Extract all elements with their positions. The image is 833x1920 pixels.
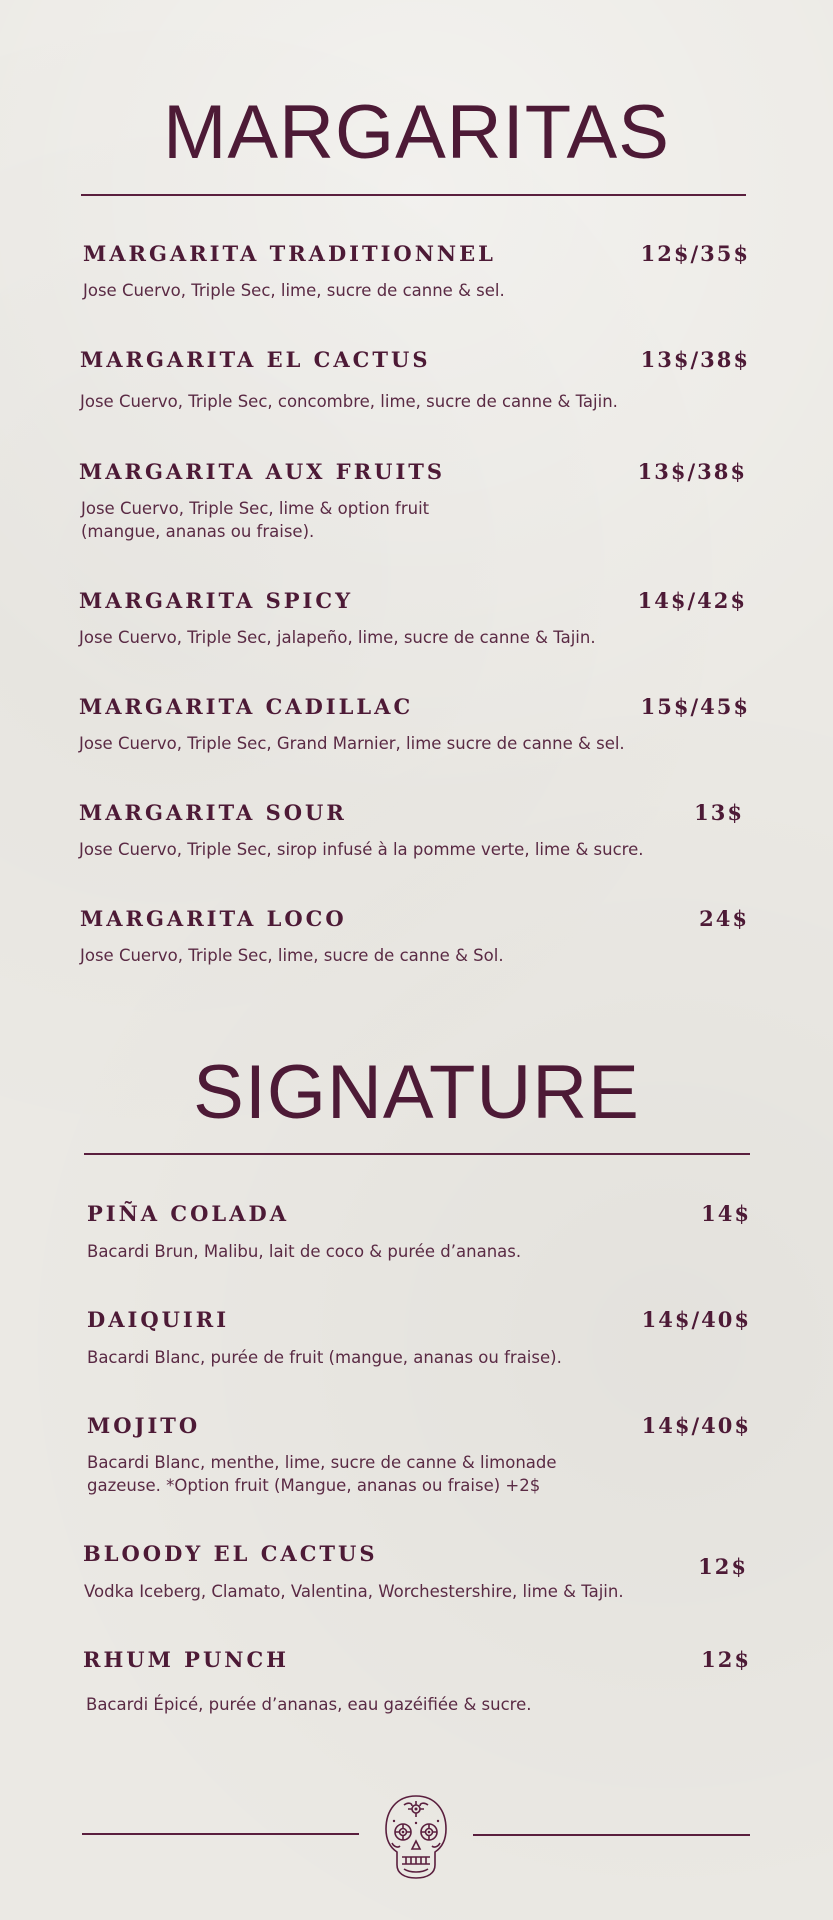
menu-item-price: 13$/38$: [637, 459, 747, 484]
menu-item-name: MARGARITA CADILLAC: [79, 694, 414, 719]
footer-divider-left: [82, 1833, 359, 1835]
menu-item-description: Jose Cuervo, Triple Sec, lime, sucre de canne & Sol.: [80, 946, 504, 965]
menu-item-price: 13$: [694, 800, 744, 825]
menu-item-price: 24$: [699, 906, 749, 931]
menu-item-price: 15$/45$: [640, 694, 750, 719]
menu-item-description: Jose Cuervo, Triple Sec, lime & option fruit (mangue, ananas ou fraise).: [81, 499, 430, 541]
menu-item-name: MARGARITA TRADITIONNEL: [83, 241, 496, 266]
menu-item-description: Jose Cuervo, Triple Sec, lime, sucre de canne & sel.: [83, 281, 505, 300]
menu-item-name: MARGARITA LOCO: [80, 906, 347, 931]
menu-item-description: Jose Cuervo, Triple Sec, jalapeño, lime, sucre de canne & Tajin.: [79, 628, 596, 647]
menu-item-description: Jose Cuervo, Triple Sec, Grand Marnier, lime sucre de canne & sel.: [79, 734, 625, 753]
menu-item-name: MARGARITA SPICY: [79, 588, 354, 613]
margaritas-title: MARGARITAS: [163, 90, 670, 175]
menu-item-description: Vodka Iceberg, Clamato, Valentina, Worchestershire, lime & Tajin.: [84, 1582, 624, 1601]
menu-item-name: MARGARITA AUX FRUITS: [79, 459, 446, 484]
signature-divider: [84, 1153, 750, 1155]
menu-item-price: 12$: [701, 1647, 751, 1672]
menu-item-name: BLOODY EL CACTUS: [83, 1541, 378, 1566]
menu-item-price: 14$/40$: [641, 1413, 751, 1438]
margaritas-divider: [81, 194, 746, 196]
menu-item-description: Bacardi Épicé, purée d’ananas, eau gazéifiée & sucre.: [86, 1695, 532, 1714]
menu-item-description: Bacardi Blanc, menthe, lime, sucre de canne & limonade gazeuse. *Option fruit (Mangue, ananas ou fraise) +2$: [87, 1453, 557, 1495]
menu-item-name: MARGARITA SOUR: [79, 800, 347, 825]
sugar-skull-icon: [382, 1793, 450, 1881]
menu-item-name: MOJITO: [87, 1413, 201, 1438]
menu-item-description: Jose Cuervo, Triple Sec, sirop infusé à la pomme verte, lime & sucre.: [79, 840, 644, 859]
menu-item-description: Jose Cuervo, Triple Sec, concombre, lime, sucre de canne & Tajin.: [80, 392, 618, 411]
menu-item-price: 14$/42$: [637, 588, 747, 613]
menu-item-price: 14$: [701, 1201, 751, 1226]
menu-item-name: DAIQUIRI: [87, 1307, 230, 1332]
menu-item-description: Bacardi Blanc, purée de fruit (mangue, ananas ou fraise).: [87, 1348, 562, 1367]
menu-item-description: Bacardi Brun, Malibu, lait de coco & purée d’ananas.: [87, 1242, 522, 1261]
menu-item-name: MARGARITA EL CACTUS: [80, 347, 431, 372]
menu-item-price: 12$/35$: [640, 241, 750, 266]
menu-item-price: 12$: [698, 1554, 748, 1579]
menu-item-price: 13$/38$: [640, 347, 750, 372]
footer-divider-right: [473, 1834, 750, 1836]
menu-item-name: RHUM PUNCH: [83, 1647, 290, 1672]
menu-item-price: 14$/40$: [641, 1307, 751, 1332]
menu-item-name: PIÑA COLADA: [87, 1201, 289, 1226]
signature-title: SIGNATURE: [193, 1050, 640, 1135]
